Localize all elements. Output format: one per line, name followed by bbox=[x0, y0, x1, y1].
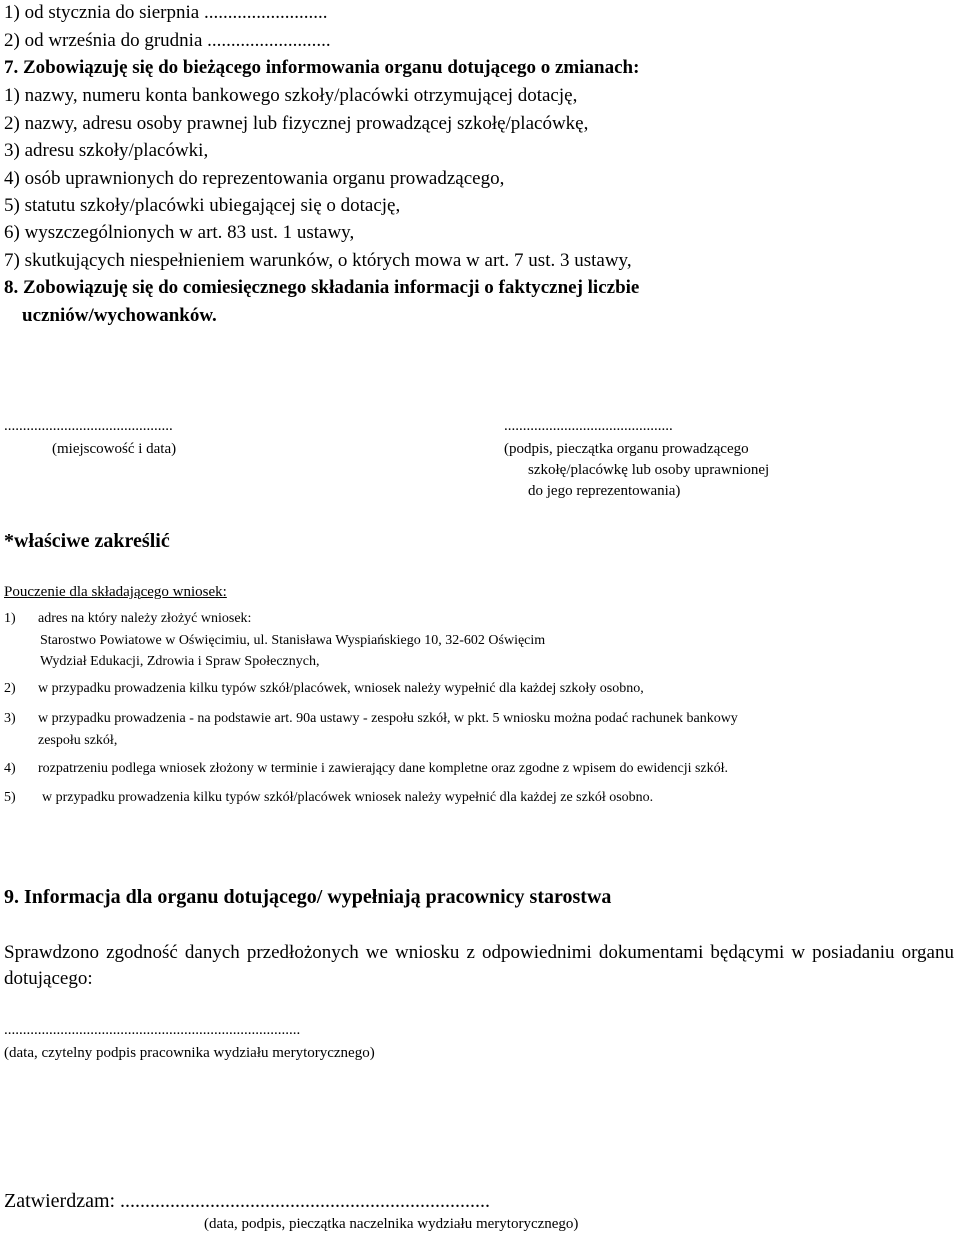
instructions-item-5-num: 5) bbox=[4, 790, 16, 805]
signature-right-caption-1: (podpis, pieczątka organu prowadzącego bbox=[504, 441, 749, 457]
section7-item-3: 3) adresu szkoły/placówki, bbox=[4, 140, 209, 161]
approval-line: Zatwierdzam: .......................................................................... bbox=[4, 1190, 491, 1212]
section7-item-2: 2) nazwy, adresu osoby prawnej lub fizycznej prowadzącej szkołę/placówkę, bbox=[4, 113, 589, 134]
signature-left-dots: ............................................. bbox=[4, 418, 173, 434]
instructions-item-1-address: Starostwo Powiatowe w Oświęcimiu, ul. Stanisława Wyspiańskiego 10, 32-602 Oświęcim bbox=[40, 633, 546, 648]
instructions-item-2-num: 2) bbox=[4, 681, 16, 696]
approval-caption: (data, podpis, pieczątka naczelnika wydziału merytorycznego) bbox=[204, 1216, 579, 1232]
section7-item-6: 6) wyszczególnionych w art. 83 ust. 1 ustawy, bbox=[4, 222, 355, 243]
instructions-item-1: adres na który należy złożyć wniosek: bbox=[38, 611, 252, 626]
signature-right-caption-3: do jego reprezentowania) bbox=[528, 483, 681, 499]
period-line-1: 1) od stycznia do sierpnia .......................... bbox=[4, 2, 328, 23]
section7-heading: 7. Zobowiązuję się do bieżącego informowania organu dotującego o zmianach: bbox=[4, 57, 640, 78]
instructions-item-3-num: 3) bbox=[4, 711, 16, 726]
period-line-2: 2) od września do grudnia .......................... bbox=[4, 30, 331, 51]
section7-item-5: 5) statutu szkoły/placówki ubiegającej się o dotację, bbox=[4, 195, 401, 216]
section7-item-1: 1) nazwy, numeru konta bankowego szkoły/placówki otrzymującej dotację, bbox=[4, 85, 578, 106]
signature-right-dots: ............................................. bbox=[504, 418, 673, 434]
section9-heading: 9. Informacja dla organu dotującego/ wypełniają pracownicy starostwa bbox=[4, 886, 612, 908]
footnote-mark-out: *właściwe zakreślić bbox=[4, 530, 170, 552]
instructions-item-4: rozpatrzeniu podlega wniosek złożony w terminie i zawierający dane kompletne oraz zgodne z wpisem do ewidencji szkół. bbox=[38, 761, 729, 776]
section9-signature-dots: ............................................................................... bbox=[4, 1022, 301, 1038]
instructions-item-3-cont: zespołu szkół, bbox=[38, 733, 118, 748]
instructions-item-4-num: 4) bbox=[4, 761, 16, 776]
section9-paragraph: Sprawdzono zgodność danych przedłożonych we wniosku z odpowiednimi dokumentami będącymi w posiadaniu organu dotującego: bbox=[4, 942, 954, 989]
section9-signature-caption: (data, czytelny podpis pracownika wydziału merytorycznego) bbox=[4, 1045, 375, 1061]
section7-item-4: 4) osób uprawnionych do reprezentowania organu prowadzącego, bbox=[4, 168, 505, 189]
instructions-item-2: w przypadku prowadzenia kilku typów szkół/placówek, wniosek należy wypełnić dla każdej szkoły osobno, bbox=[38, 681, 644, 696]
instructions-item-3: w przypadku prowadzenia - na podstawie art. 90a ustawy - zespołu szkół, w pkt. 5 wniosku można podać rachunek bankowy bbox=[38, 711, 738, 726]
instructions-title: Pouczenie dla składającego wniosek: bbox=[4, 584, 227, 600]
section8-heading-cont: uczniów/wychowanków. bbox=[22, 305, 217, 326]
section7-item-7: 7) skutkujących niespełnieniem warunków, o których mowa w art. 7 ust. 3 ustawy, bbox=[4, 250, 632, 271]
section8-heading: 8. Zobowiązuję się do comiesięcznego składania informacji o faktycznej liczbie bbox=[4, 277, 640, 298]
instructions-item-5: w przypadku prowadzenia kilku typów szkół/placówek wniosek należy wypełnić dla każdej ze szkół osobno. bbox=[42, 790, 654, 805]
signature-left-caption: (miejscowość i data) bbox=[52, 441, 177, 457]
instructions-item-1-department: Wydział Edukacji, Zdrowia i Spraw Społecznych, bbox=[40, 654, 320, 669]
signature-right-caption-2: szkołę/placówkę lub osoby uprawnionej bbox=[528, 462, 770, 478]
instructions-item-1-num: 1) bbox=[4, 611, 16, 626]
